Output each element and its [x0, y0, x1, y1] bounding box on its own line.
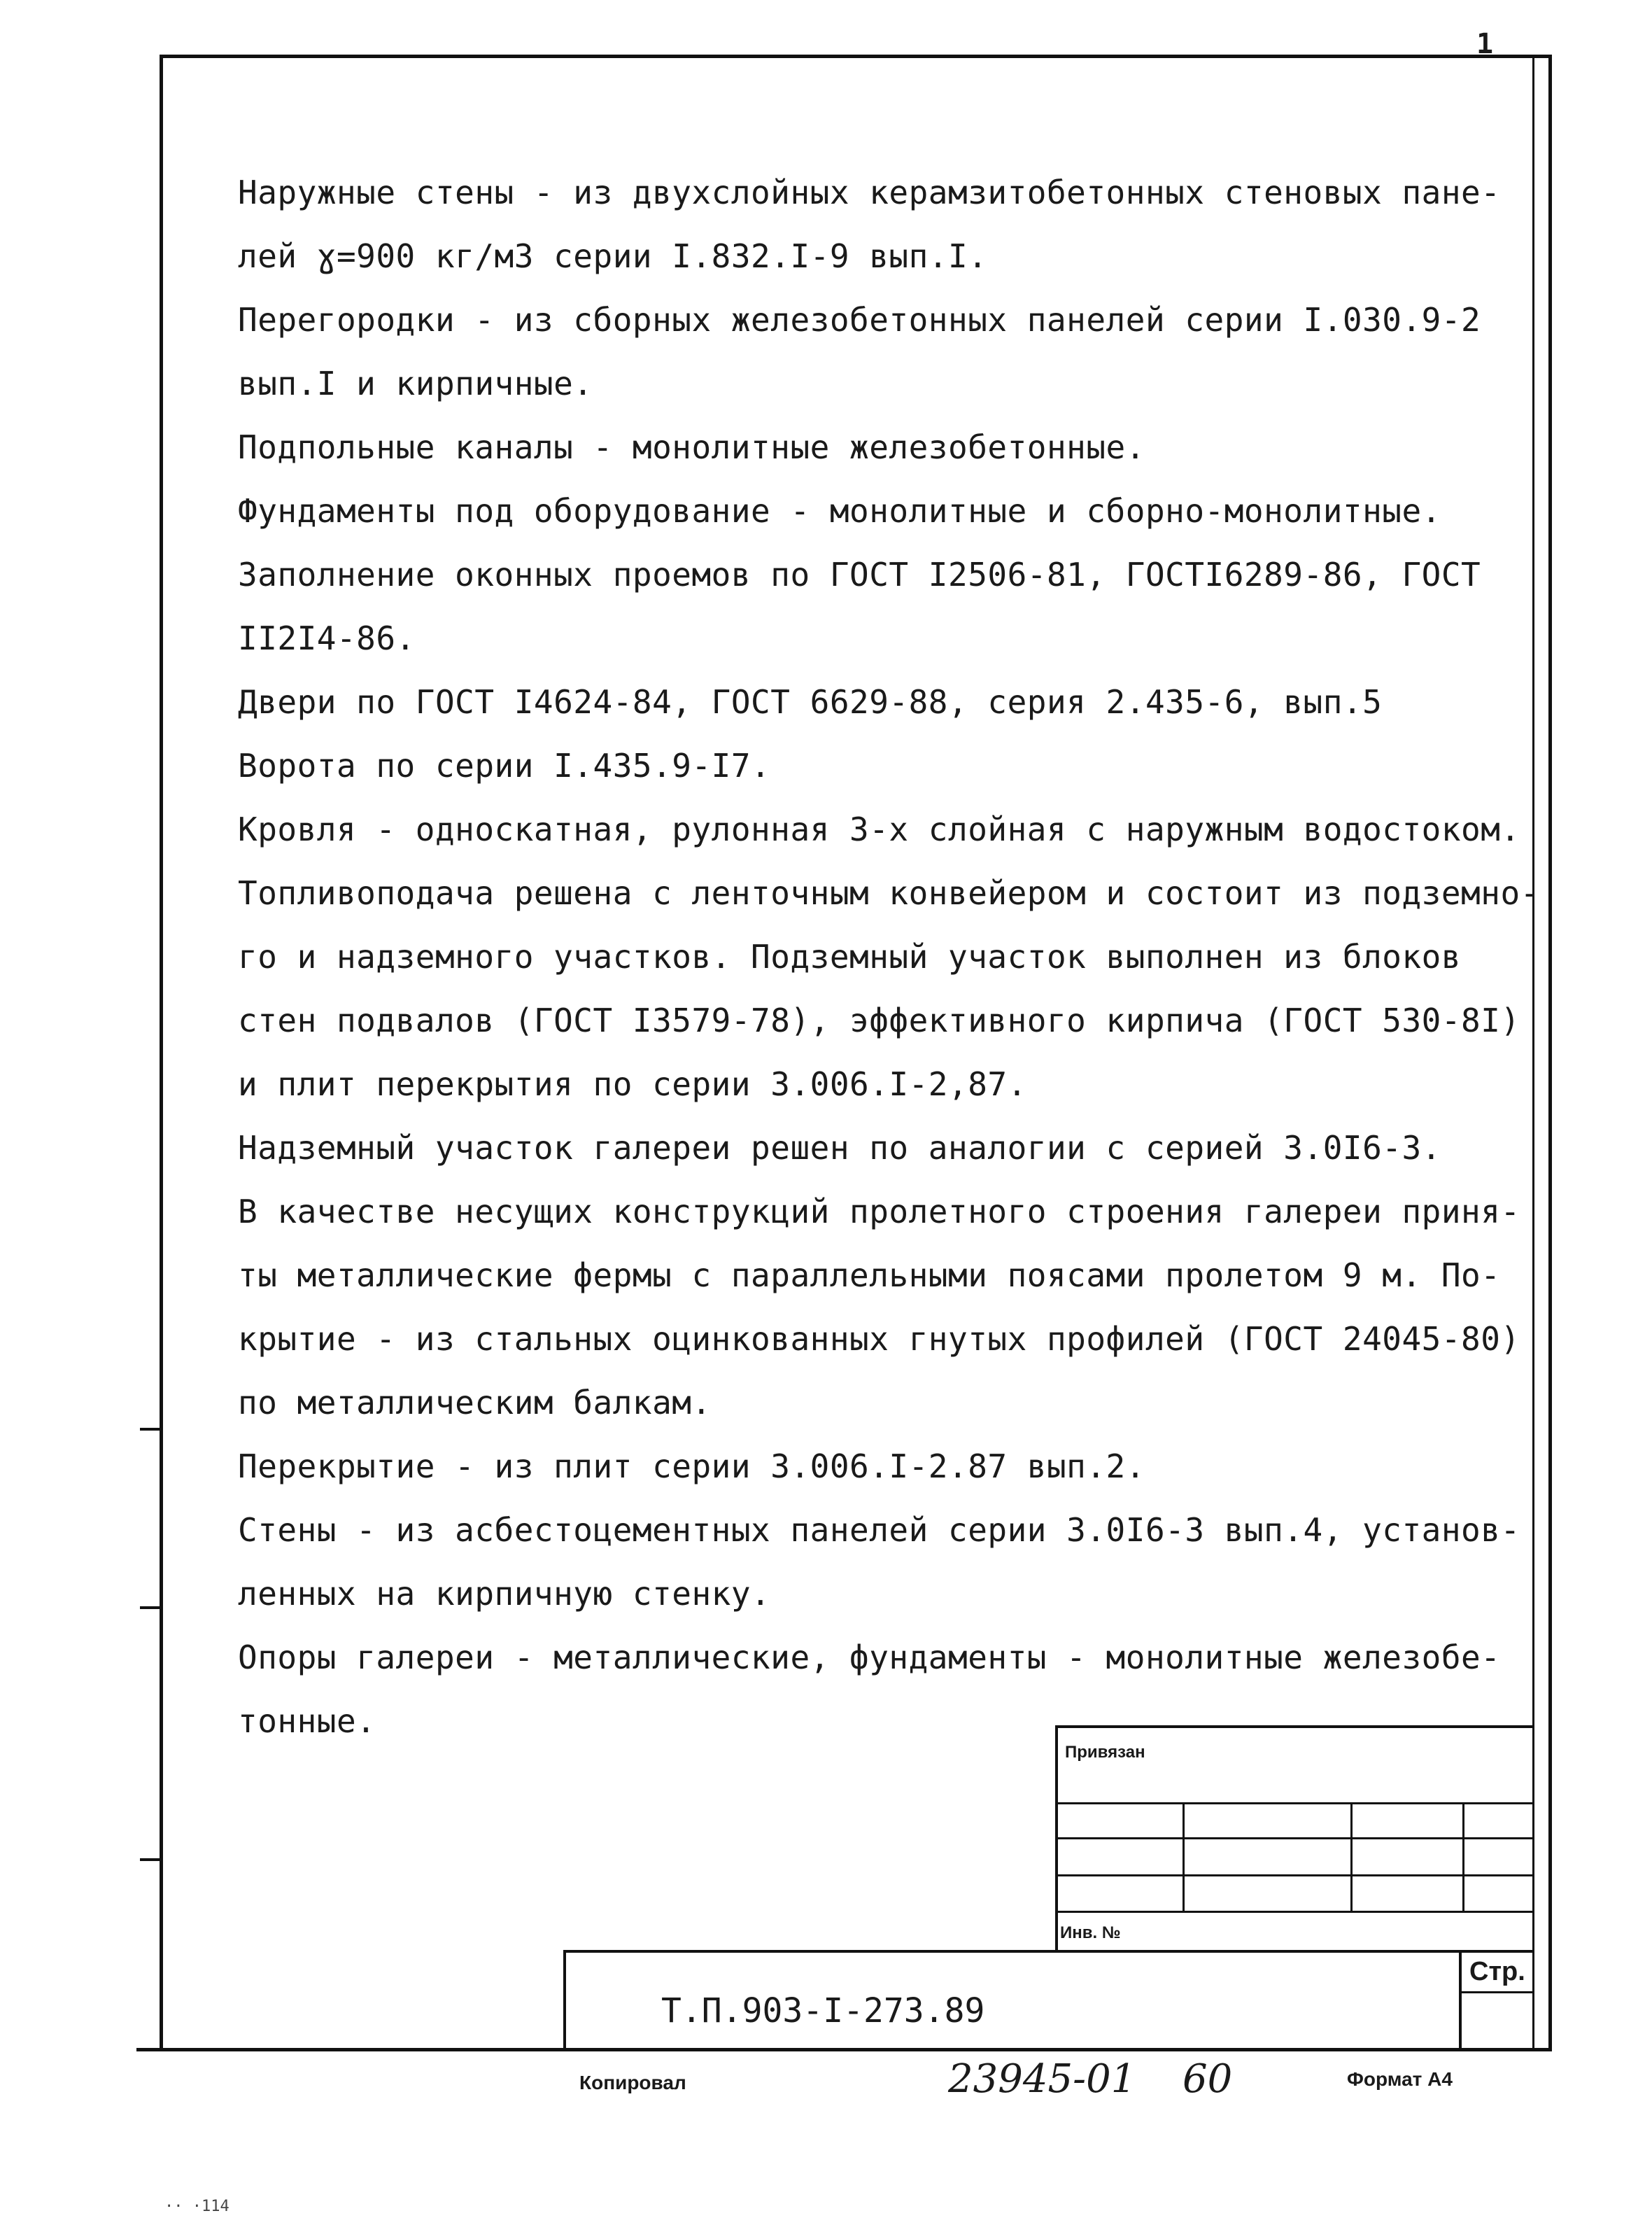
frame-right-border-outer — [1548, 55, 1552, 2049]
body-line: Двери по ГОСТ I4624-84, ГОСТ 6629-88, серия 2.435-6, вып.5 — [238, 683, 1383, 721]
stamp-line — [1459, 1950, 1462, 2050]
body-line: Перекрытие - из плит серии 3.006.I-2.87 вып.2. — [238, 1447, 1145, 1485]
stamp-line — [1462, 1802, 1464, 1911]
inv-number-label: Инв. № — [1060, 1923, 1121, 1942]
margin-tick — [140, 1858, 161, 1861]
stamp-line — [563, 1950, 566, 2050]
body-line: Наружные стены - из двухслойных керамзитобетонных стеновых пане- — [238, 174, 1501, 211]
stamp-line — [1055, 1725, 1058, 1953]
corner-mark: 1 — [1476, 28, 1494, 60]
format-label: Формат А4 — [1347, 2068, 1453, 2090]
page-label: Стр. — [1469, 1957, 1525, 1986]
body-line: Заполнение оконных проемов по ГОСТ I2506-81, ГОСТI6289-86, ГОСТ — [238, 556, 1481, 594]
body-line: лей ɣ=900 кг/м3 серии I.832.I-9 вып.I. — [238, 237, 988, 275]
document-code: Т.П.903-I-273.89 — [661, 1991, 985, 2030]
body-line: ты металлические фермы с параллельными поясами пролетом 9 м. По- — [238, 1256, 1501, 1294]
body-line: тонные. — [238, 1702, 376, 1740]
body-line: Надземный участок галереи решен по аналогии с серией 3.0I6-3. — [238, 1129, 1441, 1167]
body-line: Фундаменты под оборудование - монолитные и сборно-монолитные. — [238, 492, 1441, 530]
stamp-line — [1055, 1911, 1534, 1913]
stamp-line — [1055, 1802, 1534, 1804]
body-line: Перегородки - из сборных железобетонных панелей серии I.030.9-2 — [238, 301, 1481, 339]
body-line: Кровля - односкатная, рулонная 3-х слойная с наружным водостоком. — [238, 810, 1520, 848]
margin-tick — [140, 1428, 161, 1431]
body-line: II2I4-86. — [238, 619, 416, 657]
body-line: Ворота по серии I.435.9-I7. — [238, 747, 771, 785]
body-line: го и надземного участков. Подземный участок выполнен из блоков — [238, 938, 1462, 976]
body-text — [238, 161, 1539, 1753]
frame-top-border — [160, 55, 1552, 58]
stamp-line — [1055, 1874, 1534, 1876]
stamp-line — [1055, 1837, 1534, 1839]
body-line: вып.I и кирпичные. — [238, 365, 593, 402]
copied-by-label: Копировал — [579, 2072, 686, 2093]
stamp-line — [563, 1950, 1534, 1953]
stamp-line — [1459, 1991, 1534, 1993]
body-line: Топливоподача решена с ленточным конвейером и состоит из подземно- — [238, 874, 1540, 912]
body-line: В качестве несущих конструкций пролетного строения галереи приня- — [238, 1193, 1520, 1230]
privyazan-label: Привязан — [1065, 1743, 1145, 1762]
body-line: Стены - из асбестоцементных панелей серии 3.0I6-3 вып.4, установ- — [238, 1511, 1520, 1549]
stamp-line — [1182, 1802, 1185, 1911]
scan-mark: ·· ·114 — [164, 2198, 230, 2215]
body-line: крытие - из стальных оцинкованных гнутых профилей (ГОСТ 24045-80) — [238, 1320, 1520, 1358]
frame-left-border — [160, 55, 163, 2049]
body-line: стен подвалов (ГОСТ I3579-78), эффективного кирпича (ГОСТ 530-8I) — [238, 1002, 1520, 1039]
body-line: Опоры галереи - металлические, фундаменты - монолитные железобе- — [238, 1638, 1501, 1676]
stamp-line — [1350, 1802, 1353, 1911]
body-line: ленных на кирпичную стенку. — [238, 1575, 771, 1613]
body-line: и плит перекрытия по серии 3.006.I-2,87. — [238, 1065, 1027, 1103]
body-line: по металлическим балкам. — [238, 1384, 712, 1422]
order-number: 23945-01 — [948, 2056, 1136, 2102]
body-line: Подпольные каналы - монолитные железобетонные. — [238, 428, 1145, 466]
frame-bottom-border — [136, 2048, 1552, 2051]
margin-tick — [140, 1606, 161, 1609]
sheet-number: 60 — [1182, 2056, 1233, 2102]
